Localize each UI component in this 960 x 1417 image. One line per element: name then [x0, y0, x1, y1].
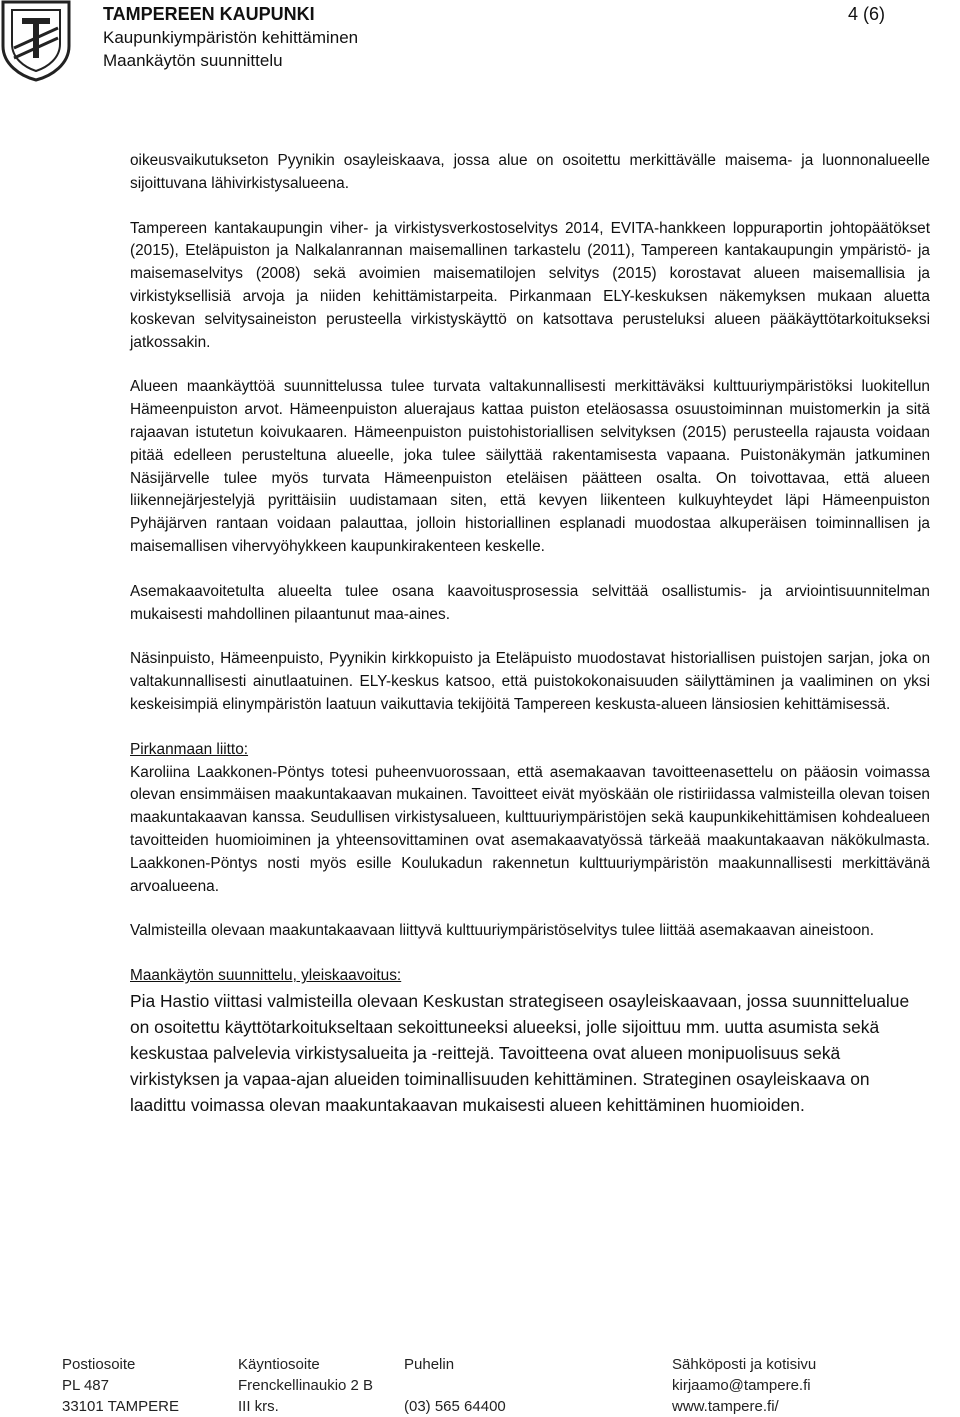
document-header	[103, 2, 358, 72]
footer-contact: Sähköposti ja kotisivu kirjaamo@tampere.fi www.tampere.fi/	[672, 1356, 817, 1415]
email-link[interactable]: kirjaamo@tampere.fi	[672, 1377, 811, 1394]
footer-postal-address: Postiosoite PL 487 33101 TAMPERE	[62, 1356, 180, 1415]
section-heading-pirkanmaan-liitto: Pirkanmaan liitto:	[130, 740, 249, 758]
paragraph-1: oikeusvaikutukseton Pyynikin osayleiskaava, jossa alue on osoitettu merkittävälle maisema- ja luonnonalueelle sijoittuvana lähivirkistysalueena.	[130, 152, 930, 192]
section-text-pirkanmaan-liitto: Karoliina Laakkonen-Pöntys totesi puheenvuorossaan, että asemakaavan tavoitteenasettelu on pääosin voimassa olevan ensimmäisen maakuntakaavan mukainen. Tavoitteet eivät myöskään ole ristiriidassa valmisteilla olevan toisen maakuntakaavan kanssa. Seudullisen virkistysalueen, kulttuuriympäristöjen sekä kaupunkikehittämisen kohdealueen tavoitteiden huomioiminen ja yhteensovittaminen ovat asemakaavatyössä tärkeää maakuntakaavan näkökulmasta. Laakkonen-Pöntys nosti myös esille Koulukadun rakennetun kulttuuriympäristön maakunnallisesti merkittävänä arvoalueena.	[130, 763, 930, 895]
unit-name: Maankäytön suunnittelu	[103, 51, 283, 70]
section-heading-yleiskaavoitus: Maankäytön suunnittelu, yleiskaavoitus:	[130, 967, 402, 985]
paragraph-4: Asemakaavoitetulta alueelta tulee osana kaavoitusprosessia selvittää osallistumis- ja arviointisuunnitelman mukaisesti mahdollinen pilaantunut maa-aines.	[130, 582, 930, 623]
department-name: Kaupunkiympäristön kehittäminen	[103, 28, 359, 47]
footer-visit-address: Käyntiosoite Frenckellinaukio 2 B III krs.	[238, 1356, 374, 1415]
tampere-coat-of-arms-icon	[0, 0, 72, 82]
paragraph-6: Valmisteilla olevaan maakuntakaavaan liittyvä kulttuuriympäristöselvitys tulee liittää asemakaavan aineistoon.	[130, 922, 874, 940]
website-link[interactable]: www.tampere.fi/	[672, 1398, 779, 1415]
section-text-yleiskaavoitus: Pia Hastio viittasi valmisteilla olevaan Keskustan strategiseen osayleiskaavaan, jossa suunnittelualue on osoitettu käyttötarkoitukseltaan sekoittuneeksi alueeksi, jolle sijoittuu mm. uutta asumista sekä keskustaa palvelevia virkistysalueita ja -reittejä. Tavoitteena ovat alueen monipuolisuus sekä virkistyksen ja vapaa-ajan alueiden toiminallisuuden kehittäminen. Strateginen osayleiskaava on laadittu voimassa olevan maakuntakaavan mukaisesti alueen kehittäminen huomioiden.	[130, 990, 910, 1115]
paragraph-5: Näsinpuisto, Hämeenpuisto, Pyynikin kirkkopuisto ja Eteläpuisto muodostavat historiallisen puistojen sarjan, joka on valtakunnallisesti ainutlaatuinen. ELY-keskus katsoo, että puistokokonaisuuden säilyttäminen ja vaaliminen on yksi keskeisimpiä elinympäristön laatuun vaikuttavia tekijöitä Tampereen keskusta-alueen länsiosien kehittämisessä.	[130, 650, 930, 713]
document-body	[130, 150, 930, 1118]
page-number: 4 (6)	[848, 4, 886, 24]
footer-phone: Puhelin (03) 565 64400	[404, 1356, 506, 1415]
paragraph-3: Alueen maankäyttöä suunnittelussa tulee turvata valtakunnallisesti merkittäväksi kulttuuriympäristöksi luokitellun Hämeenpuiston arvot. Hämeenpuiston aluerajaus kattaa puiston eteläosassa osuustoiminnan muistomerkin ja sitä rajaavan istutetun koivukaaren. Hämeenpuiston puistohistoriallisen selvityksen (2015) perusteella rajausta voidaan pitää edelleen perusteltuna alueelle, joka tulee säilyttää rakentamisesta vapaana. Puistonäkymän jatkuminen Näsijärvelle tulee myös turvata Hämeenpuiston eteläisen päätteen osalta. On toivottavaa, että alueen liikennejärjestelyjä pyrittäisiin uudistamaan siten, että kevyen liikenteen kulkuyhteydet läpi Hämeenpuiston Pyhäjärven rantaan voidaan palauttaa, jolloin historiallinen esplanadi muodostaa alkuperäisen toiminnallisen ja maisemallisen vihervyöhykkeen kaupunkirakenteen keskelle.	[130, 378, 930, 555]
paragraph-2: Tampereen kantakaupungin viher- ja virkistysverkostoselvitys 2014, EVITA-hankkeen loppuraportin johtopäätökset (2015), Eteläpuiston ja Nalkalanrannan maisemallinen tarkastelu (2011), Tampereen kantakaupungin ympäristö- ja maisemaselvitys (2008) sekä avoimien maisematilojen selvitys (2015) korostavat alueen maisemallisia ja virkistyksellisiä arvoja ja niiden kehittämistarpeita. Pirkanmaan ELY-keskuksen näkemyksen mukaan aluetta koskevan selvitysaineiston perusteella virkistyskäyttö on katsottava perusteluksi alueen pääkäyttötarkoitukseksi jatkossakin.	[130, 219, 930, 351]
organization-name: TAMPEREEN KAUPUNKI	[103, 4, 315, 24]
